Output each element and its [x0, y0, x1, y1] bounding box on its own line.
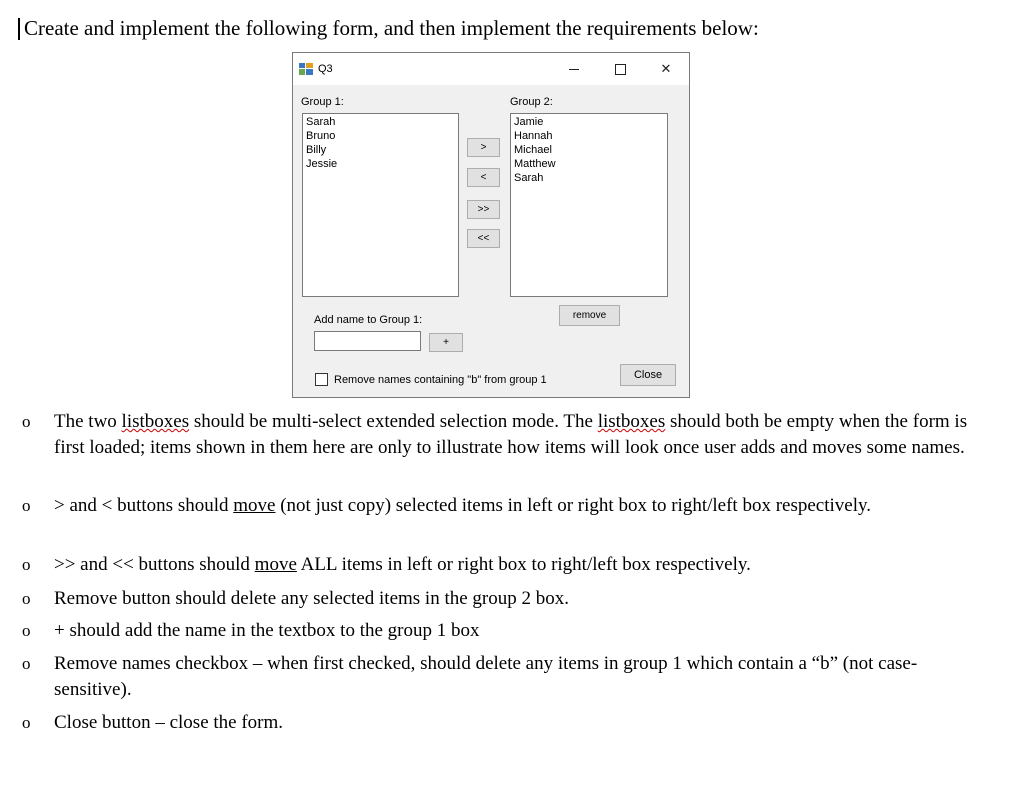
remove-b-names-checkbox[interactable] [315, 373, 328, 386]
close-icon: ✕ [660, 61, 672, 76]
remove-b-names-label: Remove names containing "b" from group 1 [334, 374, 547, 386]
list-item[interactable]: Bruno [306, 130, 336, 142]
minimize-icon [569, 69, 579, 70]
list-item[interactable]: Hannah [514, 130, 553, 142]
bullet: o [22, 496, 31, 515]
title-bar [293, 53, 689, 85]
add-button[interactable]: + [429, 333, 463, 352]
app-icon [299, 63, 313, 75]
close-button[interactable]: Close [620, 364, 676, 386]
bullet: o [22, 654, 31, 673]
list-item[interactable]: Billy [306, 144, 327, 156]
maximize-icon [615, 64, 626, 75]
list-item[interactable]: Sarah [306, 116, 336, 128]
add-name-label: Add name to Group 1: [314, 314, 423, 326]
bullet: o [22, 713, 31, 732]
add-name-input[interactable] [314, 331, 421, 351]
list-item[interactable]: Jessie [306, 158, 338, 170]
requirement-move-buttons: > and < buttons should move (not just copy) selected items in left or right box to right/left box respectively. [54, 495, 872, 516]
page-heading: Create and implement the following form, and then implement the requirements below: [24, 16, 759, 40]
group2-listbox[interactable] [510, 113, 668, 297]
form-window [292, 52, 690, 398]
text-cursor [18, 18, 20, 40]
close-window-button[interactable] [643, 53, 689, 85]
requirement-remove-checkbox: Remove names checkbox – when first checked, should delete any items in group 1 which contain a “b” (not case-sensitive). [54, 653, 918, 700]
requirement-listboxes: The two listboxes should be multi-select extended selection mode. The listboxes should both be empty when the form is first loaded; items shown in them here are only to illustrate how items will look once user adds and moves some names. [54, 411, 968, 458]
requirement-add-button: + should add the name in the textbox to the group 1 box [54, 620, 480, 641]
bullet: o [22, 412, 31, 431]
move-all-right-button[interactable]: >> [467, 200, 500, 219]
list-item[interactable]: Sarah [514, 172, 544, 184]
requirement-remove-button: Remove button should delete any selected items in the group 2 box. [54, 588, 570, 609]
requirement-move-all-buttons: >> and << buttons should move ALL items in left or right box to right/left box respectively. [54, 554, 751, 575]
bullet: o [22, 621, 31, 640]
list-item[interactable]: Michael [514, 144, 552, 156]
group1-label: Group 1: [301, 96, 344, 108]
group2-label: Group 2: [510, 96, 553, 108]
bullet: o [22, 555, 31, 574]
minimize-button[interactable] [551, 53, 597, 85]
move-right-button[interactable]: > [467, 138, 500, 157]
form-title: Q3 [318, 63, 333, 75]
requirement-close-button: Close button – close the form. [54, 712, 284, 733]
remove-button[interactable]: remove [559, 305, 620, 326]
move-left-button[interactable]: < [467, 168, 500, 187]
list-item[interactable]: Jamie [514, 116, 544, 128]
list-item[interactable]: Matthew [514, 158, 556, 170]
move-all-left-button[interactable]: << [467, 229, 500, 248]
group1-listbox[interactable] [302, 113, 459, 297]
bullet: o [22, 589, 31, 608]
maximize-button[interactable] [597, 53, 643, 85]
